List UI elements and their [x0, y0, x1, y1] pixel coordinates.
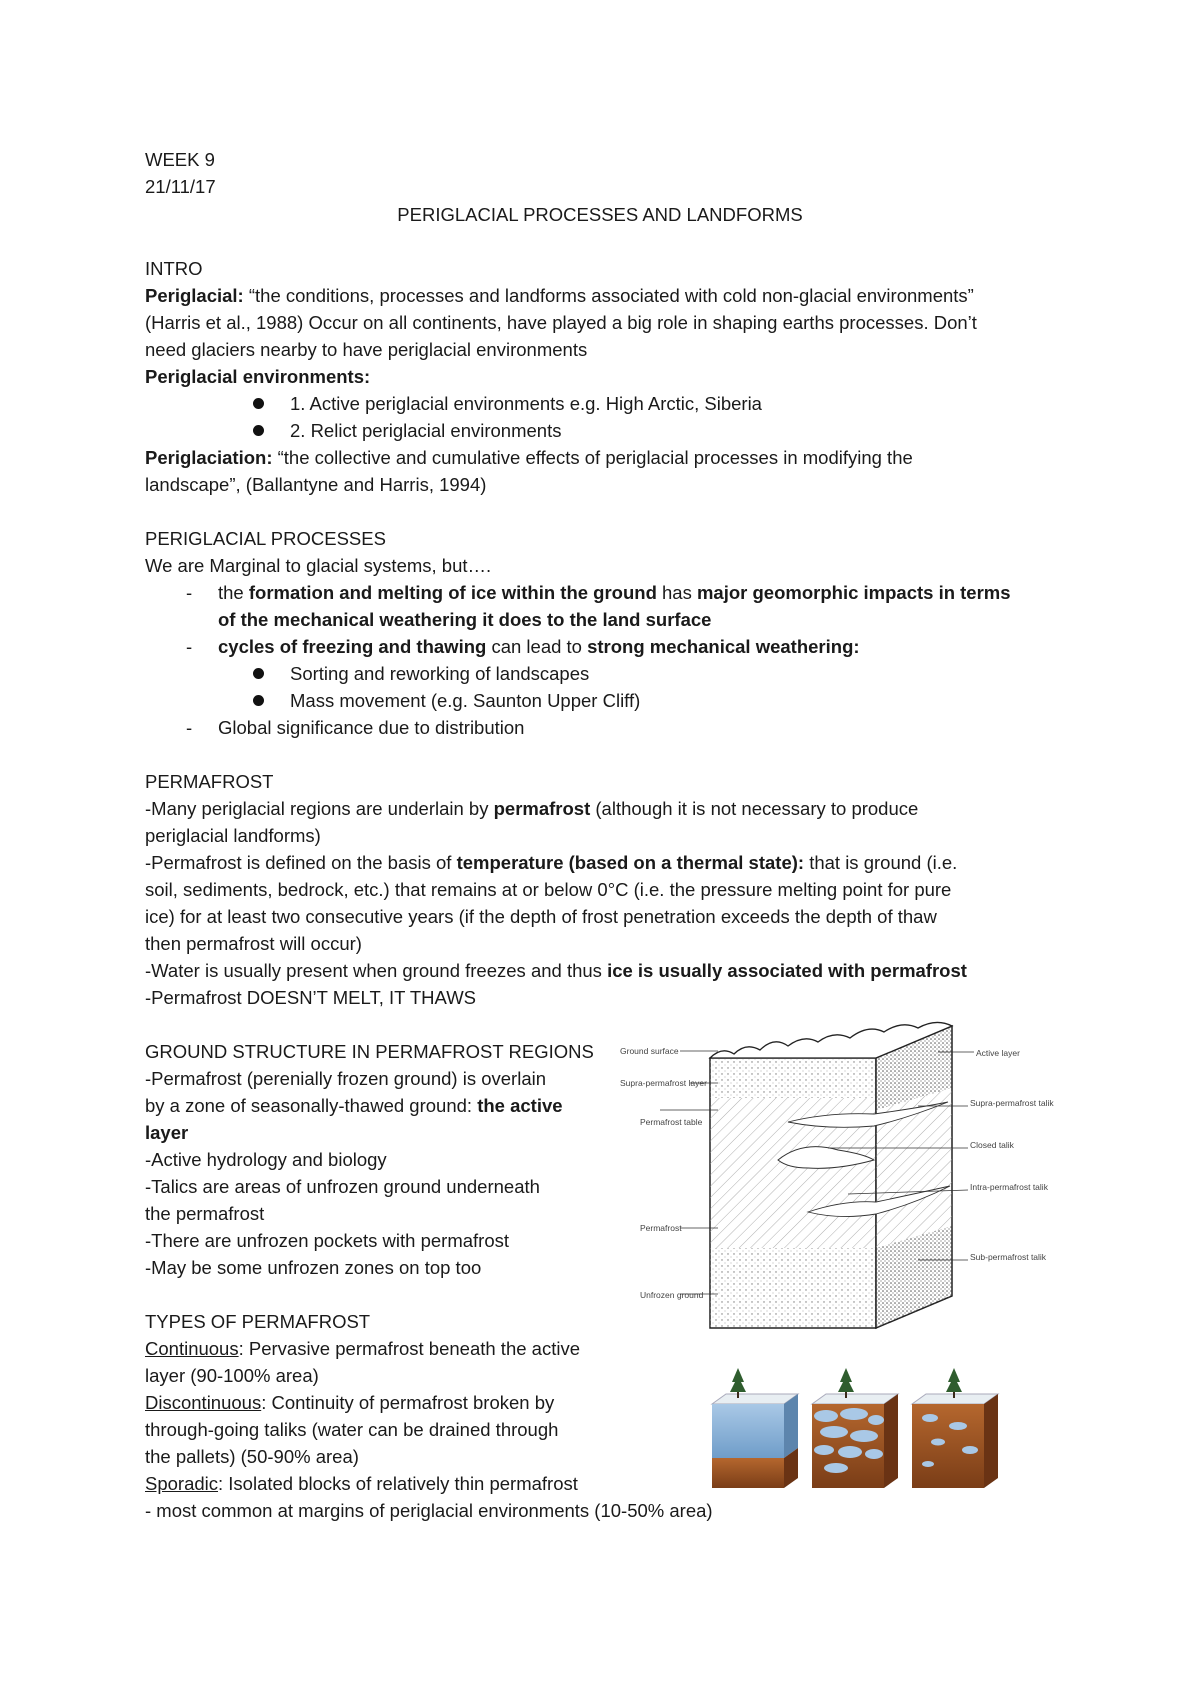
process-item-1-b: formation and melting of ice within the ground [248, 582, 657, 603]
ground-structure-line-1: -Permafrost (perenially frozen ground) is overlain [145, 1068, 547, 1089]
environment-item-active: 1. Active periglacial environments e.g. High Arctic, Siberia [290, 393, 762, 414]
process-item-1 [218, 579, 1011, 606]
type-continuous-text-1: : Pervasive permafrost beneath the active [238, 1338, 580, 1359]
permafrost-line-1-b: permafrost [493, 798, 591, 819]
process-item-1-c: has [656, 582, 697, 603]
type-continuous-text-2: layer (90-100% area) [145, 1365, 319, 1386]
type-discontinuous [145, 1389, 554, 1416]
label-permafrost-table: Permafrost table [640, 1117, 703, 1127]
process-sub-item-mass-movement: Mass movement (e.g. Saunton Upper Cliff) [290, 690, 641, 711]
label-unfrozen-ground: Unfrozen ground [640, 1290, 704, 1300]
ground-structure-line-2-b: the active [477, 1095, 563, 1116]
permafrost-line-7-a: -Water is usually present when ground freezes and thus [145, 960, 608, 981]
type-sporadic-text-2: - most common at margins of periglacial environments (10-50% area) [145, 1500, 713, 1521]
label-permafrost: Permafrost [640, 1223, 682, 1233]
process-item-3: Global significance due to distribution [218, 717, 525, 738]
continuous-block-icon [712, 1368, 798, 1488]
ground-structure-line-2 [145, 1092, 563, 1119]
date-label: 21/11/17 [145, 176, 216, 197]
permafrost-line-7-b: ice is usually associated with permafrost [607, 960, 967, 981]
permafrost-line-2: periglacial landforms) [145, 825, 321, 846]
page-title: PERIGLACIAL PROCESSES AND LANDFORMS [397, 204, 803, 225]
periglaciation-definition-text-1: “the collective and cumulative effects of periglacial processes in modifying the [272, 447, 913, 468]
label-active-layer: Active layer [976, 1048, 1020, 1058]
type-sporadic [145, 1470, 578, 1497]
bullet-icon [253, 695, 264, 706]
label-supra-permafrost-layer: Supra-permafrost layer [620, 1078, 707, 1088]
periglaciation-definition-text-2: landscape”, (Ballantyne and Harris, 1994) [145, 474, 487, 495]
periglacial-definition-text-3: need glaciers nearby to have periglacial environments [145, 339, 588, 360]
intro-heading: INTRO [145, 258, 203, 279]
ground-structure-line-2-a: by a zone of seasonally-thawed ground: [145, 1095, 478, 1116]
process-item-2-c: strong mechanical weathering: [587, 636, 860, 657]
periglaciation-definition [145, 444, 913, 471]
label-supra-permafrost-talik: Supra-permafrost talik [970, 1098, 1054, 1108]
permafrost-heading: PERMAFROST [145, 771, 274, 792]
process-item-2 [218, 633, 860, 660]
label-ground-surface: Ground surface [620, 1046, 679, 1056]
permafrost-line-1 [145, 795, 918, 822]
ground-structure-line-3: layer [145, 1122, 189, 1143]
processes-heading: PERIGLACIAL PROCESSES [145, 528, 386, 549]
dash-marker: - [186, 636, 193, 657]
bullet-icon [253, 398, 264, 409]
dash-marker: - [186, 582, 193, 603]
permafrost-structure-diagram [618, 1018, 1058, 1338]
permafrost-types-illustration [708, 1368, 1008, 1498]
permafrost-line-7 [145, 957, 967, 984]
permafrost-line-3-c: that is ground (i.e. [804, 852, 958, 873]
discontinuous-block-icon [812, 1368, 898, 1488]
processes-lead: We are Marginal to glacial systems, but…. [145, 555, 492, 576]
label-closed-talik: Closed talik [970, 1140, 1014, 1150]
type-continuous [145, 1335, 580, 1362]
periglacial-definition [145, 282, 974, 309]
type-sporadic-term: Sporadic [145, 1473, 219, 1494]
ground-structure-line-8: -May be some unfrozen zones on top too [145, 1257, 482, 1278]
ground-structure-line-6: the permafrost [145, 1203, 265, 1224]
bullet-icon [253, 425, 264, 436]
ground-structure-heading: GROUND STRUCTURE IN PERMAFROST REGIONS [145, 1041, 594, 1062]
process-item-1-a: the [218, 582, 249, 603]
periglaciation-term: Periglaciation: [145, 447, 273, 468]
type-discontinuous-text-3: the pallets) (50-90% area) [145, 1446, 359, 1467]
periglacial-definition-text-1: “the conditions, processes and landforms associated with cold non-glacial environments” [243, 285, 974, 306]
permafrost-line-5: ice) for at least two consecutive years (if the depth of frost penetration exceeds the depth of thaw [145, 906, 937, 927]
ground-structure-line-7: -There are unfrozen pockets with permafrost [145, 1230, 509, 1251]
bullet-icon [253, 668, 264, 679]
process-item-2-b: can lead to [486, 636, 588, 657]
permafrost-line-4: soil, sediments, bedrock, etc.) that remains at or below 0°C (i.e. the pressure melting point for pure [145, 879, 952, 900]
ground-structure-line-4: -Active hydrology and biology [145, 1149, 387, 1170]
process-sub-item-sorting: Sorting and reworking of landscapes [290, 663, 590, 684]
label-intra-permafrost-talik: Intra-permafrost talik [970, 1182, 1048, 1192]
periglacial-term: Periglacial: [145, 285, 244, 306]
permafrost-line-1-a: -Many periglacial regions are underlain by [145, 798, 494, 819]
permafrost-line-6: then permafrost will occur) [145, 933, 362, 954]
permafrost-line-1-c: (although it is not necessary to produce [590, 798, 919, 819]
permafrost-line-3 [145, 849, 957, 876]
type-continuous-term: Continuous [145, 1338, 239, 1359]
type-discontinuous-term: Discontinuous [145, 1392, 262, 1413]
permafrost-line-3-b: temperature (based on a thermal state): [456, 852, 805, 873]
process-item-2-a: cycles of freezing and thawing [218, 636, 487, 657]
ground-structure-line-5: -Talics are areas of unfrozen ground underneath [145, 1176, 540, 1197]
permafrost-line-8: -Permafrost DOESN’T MELT, IT THAWS [145, 987, 476, 1008]
process-item-1-e: of the mechanical weathering it does to the land surface [218, 609, 712, 630]
periglacial-definition-text-2: (Harris et al., 1988) Occur on all continents, have played a big role in shaping earths processes. Don’t [145, 312, 977, 333]
sporadic-block-icon [912, 1368, 998, 1488]
type-discontinuous-text-2: through-going taliks (water can be drained through [145, 1419, 559, 1440]
dash-marker: - [186, 717, 193, 738]
type-sporadic-text-1: : Isolated blocks of relatively thin permafrost [218, 1473, 578, 1494]
label-sub-permafrost-talik: Sub-permafrost talik [970, 1252, 1047, 1262]
type-discontinuous-text-1: : Continuity of permafrost broken by [261, 1392, 555, 1413]
environment-item-relict: 2. Relict periglacial environments [290, 420, 562, 441]
types-heading: TYPES OF PERMAFROST [145, 1311, 371, 1332]
permafrost-line-3-a: -Permafrost is defined on the basis of [145, 852, 457, 873]
week-label: WEEK 9 [145, 149, 215, 170]
environments-term: Periglacial environments: [145, 366, 371, 387]
process-item-1-d: major geomorphic impacts in terms [696, 582, 1011, 603]
